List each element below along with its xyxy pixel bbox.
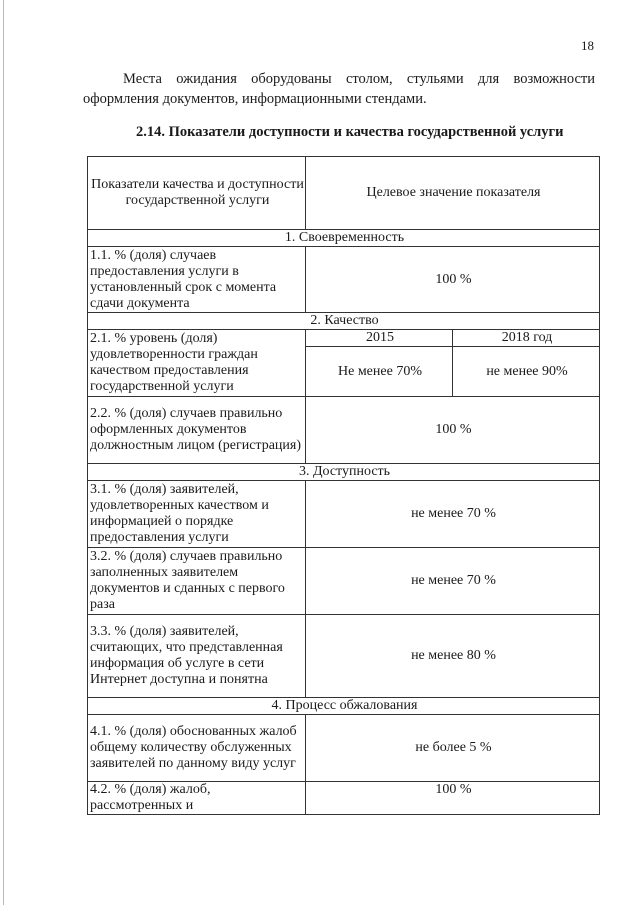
header-target-value: Целевое значение показателя <box>306 157 600 230</box>
year-cell: 2015 <box>306 330 453 347</box>
indicator-cell: 4.2. % (доля) жалоб, рассмотренных и <box>88 782 306 815</box>
table-row <box>88 247 600 313</box>
value-cell: 100 % <box>306 247 600 313</box>
value-cell: не менее 70 % <box>306 481 600 548</box>
value-cell: не менее 80 % <box>306 615 600 698</box>
page-number: 18 <box>581 38 594 53</box>
section-title: 1. Своевременность <box>88 230 600 247</box>
year-cell: 2018 год <box>453 330 600 347</box>
table-row <box>88 397 600 464</box>
table-header-row <box>88 157 600 230</box>
table-row <box>88 615 600 698</box>
section-row-accessibility <box>88 464 600 481</box>
value-cell: 100 % <box>306 397 600 464</box>
indicator-cell: 3.2. % (доля) случаев правильно заполненных заявителем документов и сданных с первого раза <box>88 548 306 615</box>
header-indicator: Показатели качества и доступности государственной услуги <box>88 157 306 230</box>
value-cell: не более 5 % <box>306 715 600 782</box>
indicator-cell: 3.1. % (доля) заявителей, удовлетворенных качеством и информацией о порядке предоставления услуги <box>88 481 306 548</box>
indicator-cell: 3.3. % (доля) заявителей, считающих, что представленная информация об услуге в сети Интернет доступна и понятна <box>88 615 306 698</box>
scan-edge-line <box>3 0 4 905</box>
table-row <box>88 330 600 347</box>
section-title: 3. Доступность <box>88 464 600 481</box>
intro-paragraph: Места ожидания оборудованы столом, стульями для возможности оформления документов, информационными стендами. <box>83 71 595 107</box>
indicator-cell: 2.1. % уровень (доля) удовлетворенности граждан качеством предоставления государственной услуги <box>88 330 306 397</box>
indicator-cell: 4.1. % (доля) обоснованных жалоб общему количеству обслуженных заявителей по данному виду услуг <box>88 715 306 782</box>
section-row-timeliness <box>88 230 600 247</box>
table-row <box>88 548 600 615</box>
value-cell: не менее 90% <box>453 347 600 397</box>
value-cell: Не менее 70% <box>306 347 453 397</box>
value-cell: 100 % <box>306 782 600 815</box>
section-row-quality <box>88 313 600 330</box>
section-heading: 2.14. Показатели доступности и качества государственной услуги <box>136 124 564 140</box>
section-row-appeal-process <box>88 698 600 715</box>
value-cell: не менее 70 % <box>306 548 600 615</box>
section-title: 2. Качество <box>88 313 600 330</box>
section-title: 4. Процесс обжалования <box>88 698 600 715</box>
indicator-cell: 1.1. % (доля) случаев предоставления услуги в установленный срок с момента сдачи документа <box>88 247 306 313</box>
table-row <box>88 715 600 782</box>
indicators-table <box>87 156 600 815</box>
table-row <box>88 481 600 548</box>
indicator-cell: 2.2. % (доля) случаев правильно оформленных документов должностным лицом (регистрация) <box>88 397 306 464</box>
table-row <box>88 782 600 815</box>
